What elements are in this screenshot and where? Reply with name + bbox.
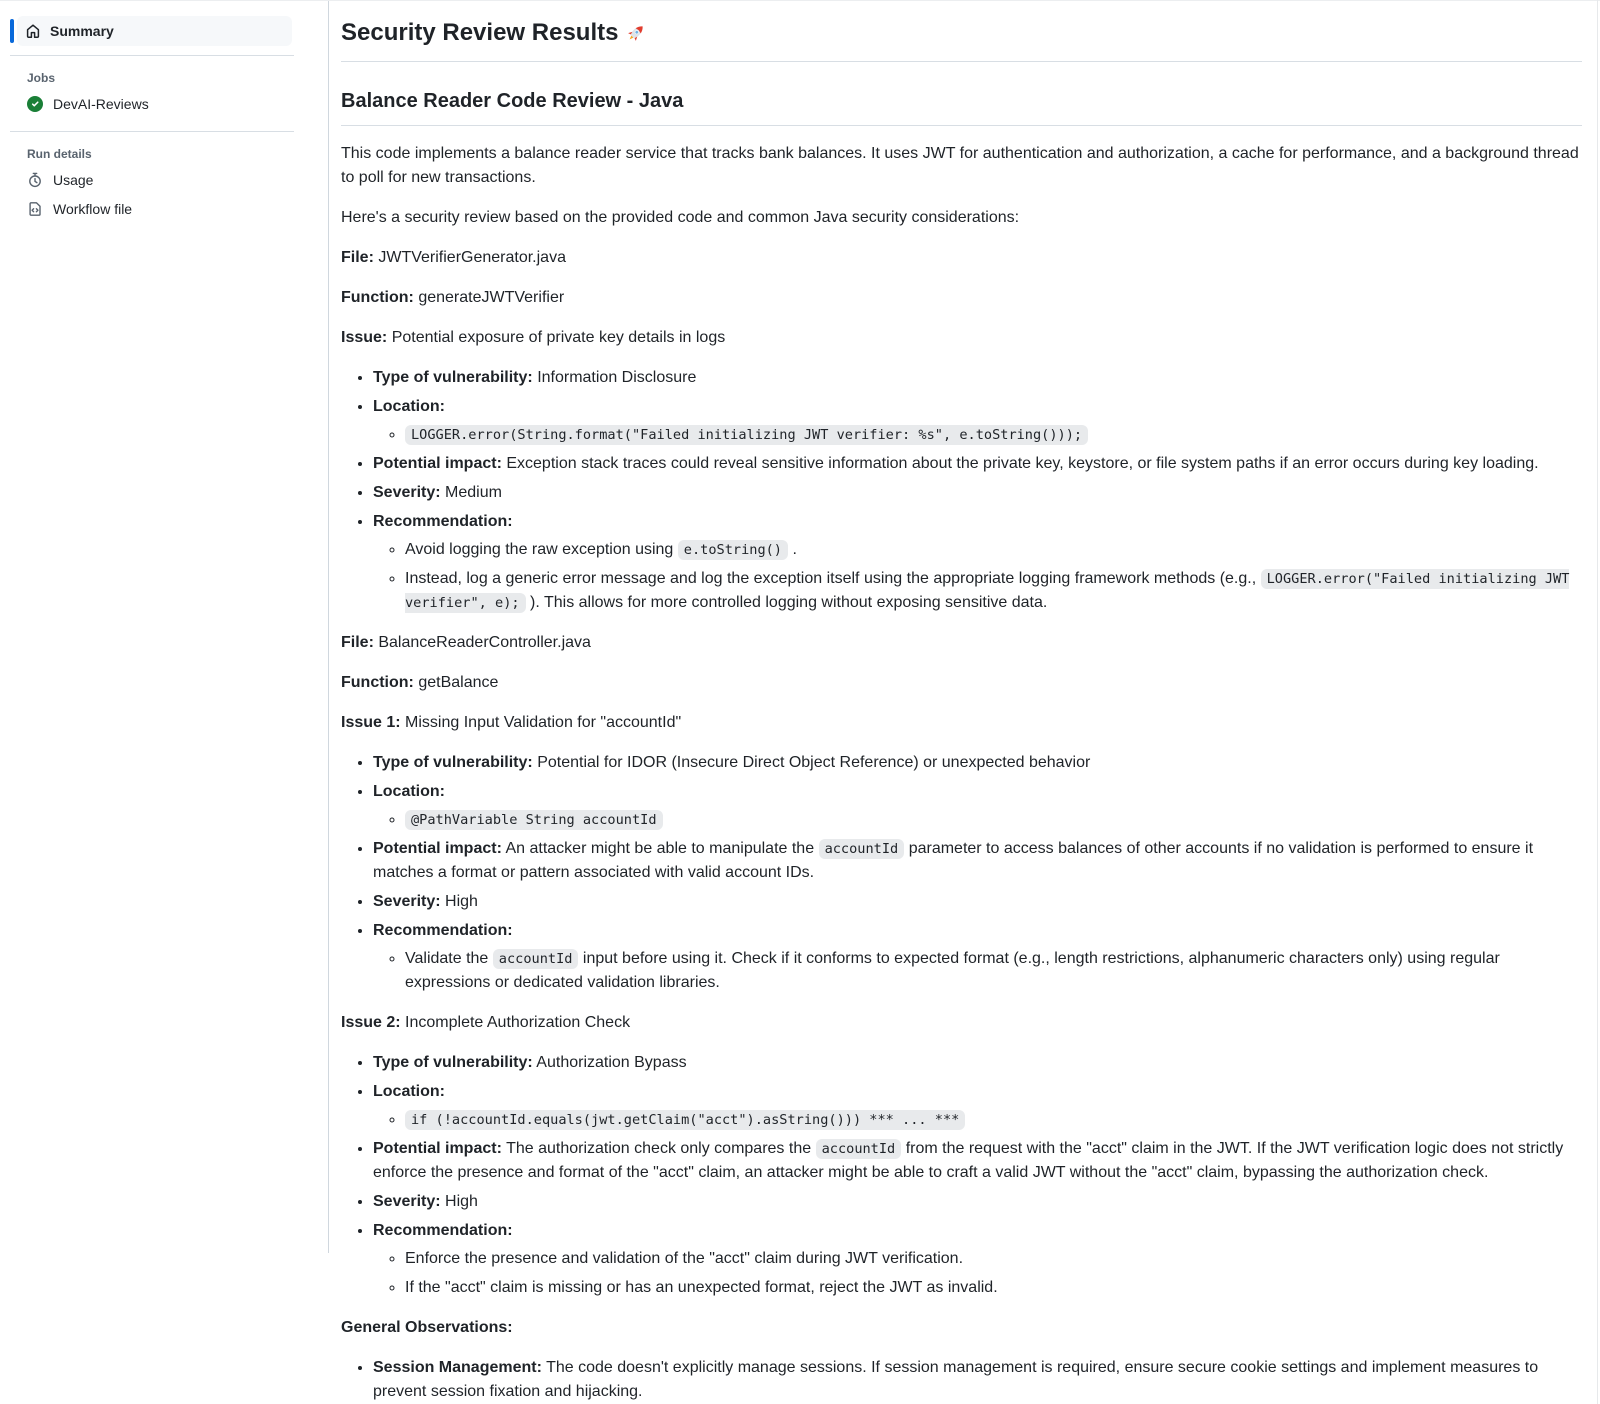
list-item: ◦ Validate the accountId input before using it. Check if it conforms to expected format (e.g., length restrictions, alphanumeric characters only) using regular expressions or dedicated validation libraries.: [405, 947, 1582, 995]
list-item: • Potential impact: An attacker might be able to manipulate the accountId parameter to access balances of other accounts if no validation is performed to ensure it matches a format or pattern associated with valid account IDs.: [373, 837, 1582, 885]
divider: [10, 55, 294, 56]
rocket-emoji-icon: [625, 22, 647, 44]
list-item: [405, 423, 1582, 447]
field-label: Function:: [341, 289, 414, 306]
sidebar-item-summary[interactable]: [17, 16, 292, 46]
field-label: Location:: [373, 783, 445, 800]
list-item: • Potential impact: Exception stack traces could reveal sensitive information about the private key, keystore, or file system paths if an error occurs during key loading.: [373, 452, 1582, 476]
sub-list: [373, 538, 1582, 615]
list-item: ◦ Instead, log a generic error message and log the exception itself using the appropriate logging framework methods (e.g., LOGGER.error("Failed initializing JWT verifier", e); ). This allows for more controlled logging without exposing sensitive data.: [405, 567, 1582, 615]
list-item: [373, 1219, 1582, 1300]
main-content: [329, 1, 1600, 1400]
code-snippet: e.toString(): [678, 540, 788, 560]
list-item: • Severity: Medium: [373, 481, 1582, 505]
sub-list: [373, 1247, 1582, 1300]
stopwatch-icon: [27, 172, 43, 188]
field-label: Recommendation:: [373, 922, 513, 939]
doc-title: Balance Reader Code Review - Java: [341, 86, 1582, 126]
field-value: generateJWTVerifier: [418, 289, 565, 306]
home-icon: [25, 23, 41, 39]
sub-list: [373, 1108, 1582, 1132]
field-value: JWTVerifierGenerator.java: [378, 249, 566, 266]
field-label: Issue 1:: [341, 714, 401, 731]
field-value: Incomplete Authorization Check: [405, 1014, 631, 1031]
field-label: Recommendation:: [373, 513, 513, 530]
sidebar-item-usage[interactable]: [27, 165, 328, 194]
issue-detail-list: [341, 366, 1582, 615]
divider: [10, 131, 294, 132]
field-label: Type of vulnerability:: [373, 369, 533, 386]
list-item: [373, 780, 1582, 832]
list-item: • Severity: High: [373, 1190, 1582, 1214]
sidebar-item-label: Usage: [53, 171, 94, 188]
sidebar-item-label: Summary: [50, 23, 114, 39]
field-label: Location:: [373, 398, 445, 415]
field-value: BalanceReaderController.java: [378, 634, 591, 651]
markdown-report: [341, 15, 1582, 1404]
field-label: File:: [341, 634, 374, 651]
field-label: Function:: [341, 674, 414, 691]
sidebar-item-workflow-file[interactable]: [27, 194, 328, 223]
page-title: [341, 15, 1582, 62]
code-snippet: LOGGER.error(String.format("Failed initializing JWT verifier: %s", e.toString()));: [405, 425, 1088, 445]
sidebar: [0, 1, 329, 1253]
intro-paragraph: This code implements a balance reader service that tracks bank balances. It uses JWT for authentication and authorization, a cache for performance, and a background thread to poll for new transactions.: [341, 145, 1579, 186]
field-label: Severity:: [373, 893, 441, 910]
field-label: File:: [341, 249, 374, 266]
list-item: [373, 919, 1582, 995]
file-line: [341, 246, 1582, 270]
list-item: ◦ Enforce the presence and validation of the "acct" claim during JWT verification.: [405, 1247, 1582, 1271]
list-item: [373, 1080, 1582, 1132]
field-label: Potential impact:: [373, 1140, 502, 1157]
list-item: • Potential impact: The authorization check only compares the accountId from the request with the "acct" claim in the JWT. If the JWT verification logic does not strictly enforce the presence and format of the "acct" claim, an attacker might be able to craft a valid JWT without the "acct" claim, bypassing the authorization check.: [373, 1137, 1582, 1185]
list-item: • Severity: High: [373, 890, 1582, 914]
issue-line: [341, 326, 1582, 350]
field-label: Type of vulnerability:: [373, 754, 533, 771]
field-label: Potential impact:: [373, 840, 502, 857]
field-value: getBalance: [418, 674, 499, 691]
sub-list: [373, 947, 1582, 995]
list-item: [405, 808, 1582, 832]
function-line: [341, 671, 1582, 695]
code-snippet: accountId: [816, 1139, 902, 1159]
issue-detail-list: [341, 1051, 1582, 1300]
run-details-section-header: Run details: [27, 147, 92, 161]
active-indicator: [10, 19, 14, 43]
sub-list: [373, 423, 1582, 447]
list-item: • Session Management: The code doesn't explicitly manage sessions. If session management is required, ensure secure cookie settings and implement measures to prevent session fixation and hijacking.: [373, 1356, 1582, 1404]
field-label: Issue 2:: [341, 1014, 401, 1031]
issue-line: [341, 1011, 1582, 1035]
issue-line: [341, 711, 1582, 735]
sidebar-item-job-devai-reviews[interactable]: [27, 89, 328, 118]
field-value: Potential exposure of private key details in logs: [391, 329, 726, 346]
function-line: [341, 286, 1582, 310]
general-observations-heading: General Observations:: [341, 1319, 513, 1336]
divider: [1597, 0, 1598, 1404]
sidebar-item-label: Workflow file: [53, 200, 133, 217]
issue-detail-list: [341, 751, 1582, 995]
field-label: Session Management:: [373, 1359, 542, 1376]
code-snippet: accountId: [819, 839, 905, 859]
general-observations-list: [341, 1356, 1582, 1404]
list-item: [373, 510, 1582, 615]
check-circle-icon: [27, 96, 43, 112]
list-item: [373, 395, 1582, 447]
list-item: [405, 1108, 1582, 1132]
file-line: [341, 631, 1582, 655]
field-label: Issue:: [341, 329, 388, 346]
field-label: Location:: [373, 1083, 445, 1100]
field-label: Recommendation:: [373, 1222, 513, 1239]
list-item: ◦ If the "acct" claim is missing or has an unexpected format, reject the JWT as invalid.: [405, 1276, 1582, 1300]
field-label: Type of vulnerability:: [373, 1054, 533, 1071]
intro-paragraph-2: Here's a security review based on the provided code and common Java security considerations:: [341, 209, 1020, 226]
field-value: Missing Input Validation for "accountId": [405, 714, 682, 731]
code-snippet: accountId: [493, 949, 579, 969]
code-snippet: @PathVariable String accountId: [405, 810, 663, 830]
jobs-section-header: Jobs: [27, 71, 56, 85]
field-label: Severity:: [373, 1193, 441, 1210]
field-label: Potential impact:: [373, 455, 502, 472]
file-code-icon: [27, 201, 43, 217]
list-item: • Type of vulnerability: Potential for IDOR (Insecure Direct Object Reference) or unexpected behavior: [373, 751, 1582, 775]
code-snippet: if (!accountId.equals(jwt.getClaim("acct").asString())) *** ... ***: [405, 1110, 965, 1130]
sub-list: [373, 808, 1582, 832]
code-snippet: LOGGER.error("Failed initializing JWT verifier", e);: [405, 571, 1570, 611]
list-item: • Type of vulnerability: Authorization Bypass: [373, 1051, 1582, 1075]
page-title-text: Security Review Results: [341, 19, 619, 46]
list-item: ◦ Avoid logging the raw exception using e.toString() .: [405, 538, 1582, 562]
field-label: Severity:: [373, 484, 441, 501]
job-name: DevAI-Reviews: [53, 95, 149, 112]
list-item: • Type of vulnerability: Information Disclosure: [373, 366, 1582, 390]
